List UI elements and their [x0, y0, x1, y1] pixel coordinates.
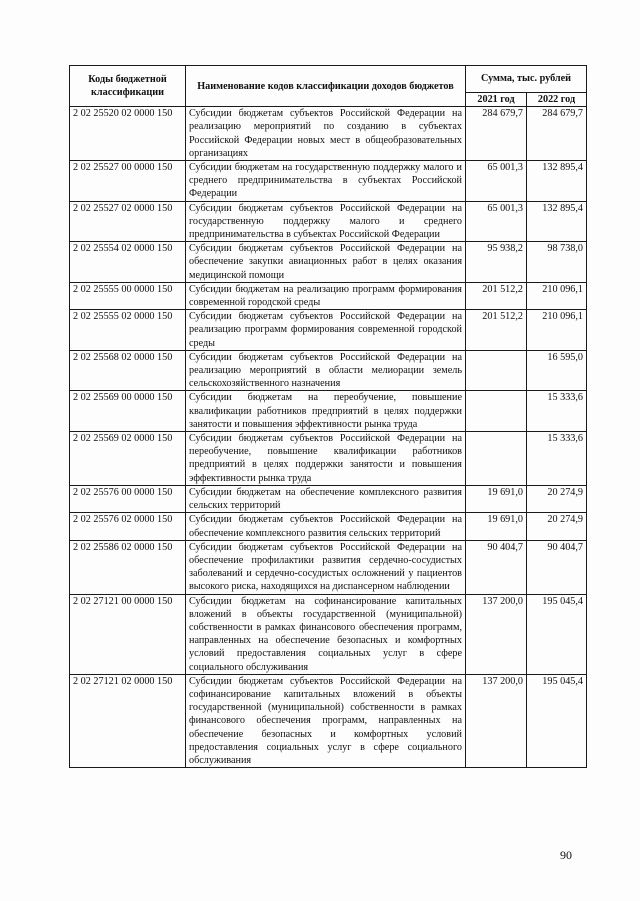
code-cell: 2 02 25555 00 0000 150: [70, 282, 186, 309]
amount-2022-cell: 16 595,0: [527, 350, 587, 391]
table-row: [70, 432, 587, 486]
name-cell: Субсидии бюджетам субъектов Российской Федерации на обеспечение профилактики развития сердечно-сосудистых заболеваний и сердечно-сосудистых осложнений у пациентов высокого риска, находящихся на диспансерном наблюдении: [186, 540, 466, 594]
amount-2021-cell: 65 001,3: [466, 161, 527, 202]
code-cell: 2 02 25527 00 0000 150: [70, 161, 186, 202]
page-number: 90: [560, 848, 572, 862]
header-year-2021: 2021 год: [466, 93, 527, 107]
table-row: [70, 161, 587, 202]
code-cell: 2 02 27121 00 0000 150: [70, 594, 186, 674]
amount-2022-cell: 15 333,6: [527, 391, 587, 432]
table-row: [70, 310, 587, 351]
code-cell: 2 02 25554 02 0000 150: [70, 242, 186, 283]
amount-2022-cell: 90 404,7: [527, 540, 587, 594]
table-row: [70, 391, 587, 432]
code-cell: 2 02 25555 02 0000 150: [70, 310, 186, 351]
code-cell: 2 02 25576 02 0000 150: [70, 513, 186, 540]
name-cell: Субсидии бюджетам на обеспечение комплексного развития сельских территорий: [186, 485, 466, 512]
name-cell: Субсидии бюджетам субъектов Российской Федерации на переобучение, повышение квалификации работников предприятий в целях поддержки занятости и повышения эффективности рынка труда: [186, 432, 466, 486]
amount-2021-cell: 201 512,2: [466, 282, 527, 309]
table-row: [70, 107, 587, 161]
amount-2021-cell: [466, 432, 527, 486]
name-cell: Субсидии бюджетам субъектов Российской Федерации на софинансирование капитальных вложений в объекты государственной (муниципальной) собственности в рамках финансового обеспечения программ, направленных на обеспечение безопасных и комфортных условий предоставления социальных услуг в сфере социального обслуживания: [186, 674, 466, 767]
table-row: [70, 513, 587, 540]
amount-2022-cell: 132 895,4: [527, 201, 587, 242]
amount-2021-cell: 19 691,0: [466, 485, 527, 512]
amount-2022-cell: 20 274,9: [527, 513, 587, 540]
name-cell: Субсидии бюджетам субъектов Российской Федерации на реализацию программ формирования современной городской среды: [186, 310, 466, 351]
code-cell: 2 02 27121 02 0000 150: [70, 674, 186, 767]
name-cell: Субсидии бюджетам на государственную поддержку малого и среднего предпринимательства в субъектах Российской Федерации: [186, 161, 466, 202]
amount-2022-cell: 284 679,7: [527, 107, 587, 161]
header-sum: Сумма, тыс. рублей: [466, 66, 587, 93]
name-cell: Субсидии бюджетам субъектов Российской Федерации на обеспечение закупки авиационных работ в целях оказания медицинской помощи: [186, 242, 466, 283]
amount-2021-cell: 65 001,3: [466, 201, 527, 242]
amount-2022-cell: 210 096,1: [527, 310, 587, 351]
amount-2022-cell: 132 895,4: [527, 161, 587, 202]
code-cell: 2 02 25520 02 0000 150: [70, 107, 186, 161]
amount-2021-cell: [466, 391, 527, 432]
amount-2021-cell: 95 938,2: [466, 242, 527, 283]
amount-2021-cell: 90 404,7: [466, 540, 527, 594]
name-cell: Субсидии бюджетам субъектов Российской Федерации на государственную поддержку малого и среднего предпринимательства в субъектах Российской Федерации: [186, 201, 466, 242]
header-year-2022: 2022 год: [527, 93, 587, 107]
code-cell: 2 02 25569 00 0000 150: [70, 391, 186, 432]
amount-2021-cell: 137 200,0: [466, 594, 527, 674]
header-name: Наименование кодов классификации доходов бюджетов: [186, 66, 466, 107]
amount-2022-cell: 20 274,9: [527, 485, 587, 512]
table-row: [70, 540, 587, 594]
code-cell: 2 02 25576 00 0000 150: [70, 485, 186, 512]
name-cell: Субсидии бюджетам на реализацию программ формирования современной городской среды: [186, 282, 466, 309]
amount-2022-cell: 15 333,6: [527, 432, 587, 486]
code-cell: 2 02 25586 02 0000 150: [70, 540, 186, 594]
table-row: [70, 350, 587, 391]
amount-2022-cell: 195 045,4: [527, 674, 587, 767]
code-cell: 2 02 25569 02 0000 150: [70, 432, 186, 486]
code-cell: 2 02 25568 02 0000 150: [70, 350, 186, 391]
amount-2022-cell: 98 738,0: [527, 242, 587, 283]
amount-2021-cell: [466, 350, 527, 391]
name-cell: Субсидии бюджетам субъектов Российской Федерации на реализацию мероприятий по созданию в субъектах Российской Федерации новых мест в общеобразовательных организациях: [186, 107, 466, 161]
table-row: [70, 201, 587, 242]
table-row: [70, 485, 587, 512]
amount-2021-cell: 19 691,0: [466, 513, 527, 540]
amount-2021-cell: 201 512,2: [466, 310, 527, 351]
amount-2022-cell: 195 045,4: [527, 594, 587, 674]
code-cell: 2 02 25527 02 0000 150: [70, 201, 186, 242]
amount-2021-cell: 137 200,0: [466, 674, 527, 767]
table-row: [70, 674, 587, 767]
amount-2022-cell: 210 096,1: [527, 282, 587, 309]
header-code: Коды бюджетной классификации: [70, 66, 186, 107]
name-cell: Субсидии бюджетам субъектов Российской Федерации на обеспечение комплексного развития сельских территорий: [186, 513, 466, 540]
budget-revenue-table: [69, 65, 587, 768]
name-cell: Субсидии бюджетам на переобучение, повышение квалификации работников предприятий в целях поддержки занятости и повышения эффективности рынка труда: [186, 391, 466, 432]
name-cell: Субсидии бюджетам субъектов Российской Федерации на реализацию мероприятий в области мелиорации земель сельскохозяйственного назначения: [186, 350, 466, 391]
amount-2021-cell: 284 679,7: [466, 107, 527, 161]
table-row: [70, 282, 587, 309]
table-row: [70, 242, 587, 283]
name-cell: Субсидии бюджетам на софинансирование капитальных вложений в объекты государственной (муниципальной) собственности в рамках финансового обеспечения программ, направленных на обеспечение безопасных и комфортных условий предоставления социальных услуг в сфере социального обслуживания: [186, 594, 466, 674]
table-row: [70, 594, 587, 674]
